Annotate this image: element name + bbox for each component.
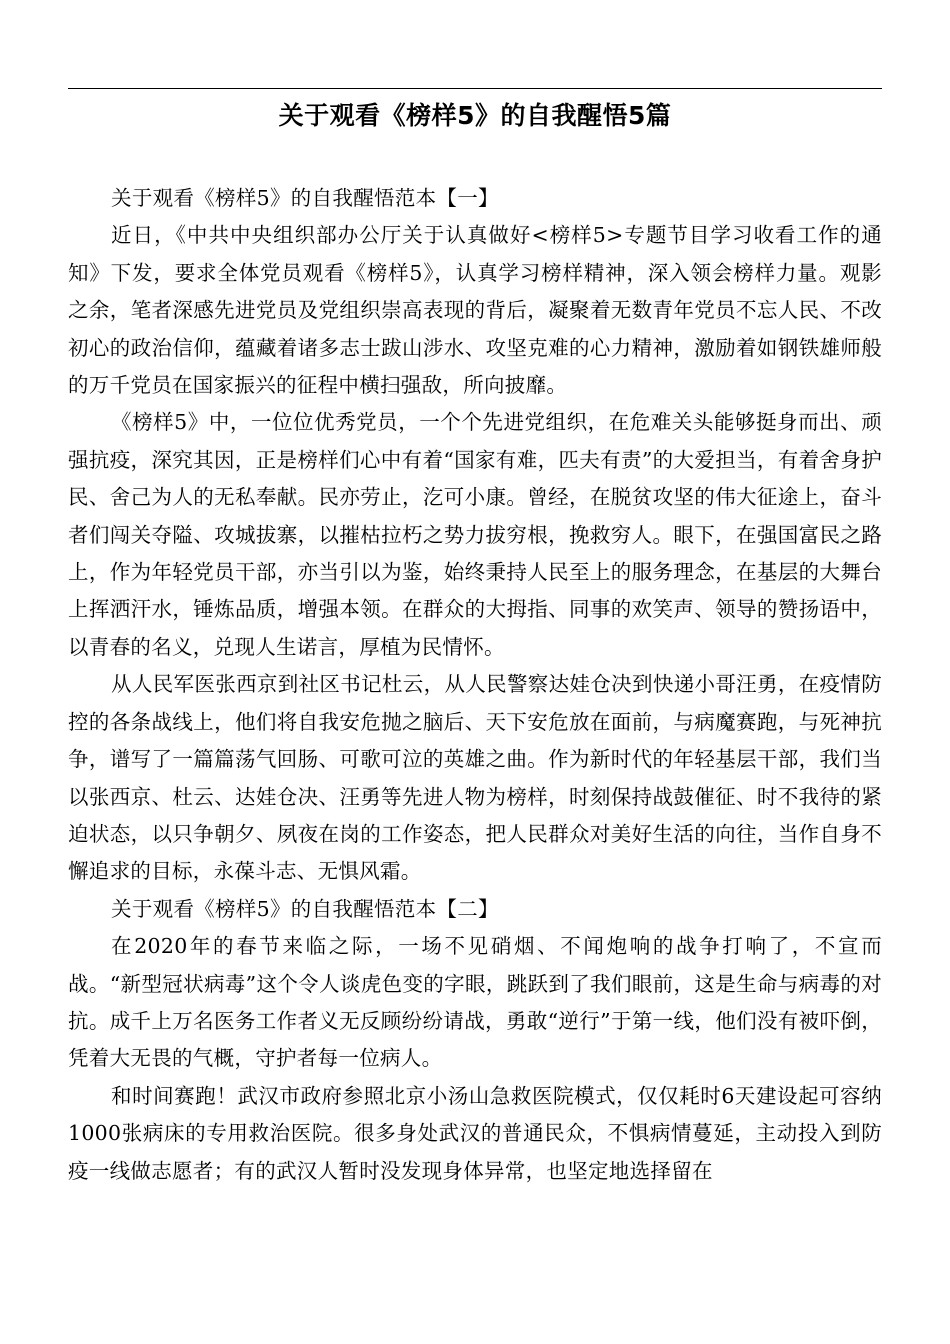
paragraph: 和时间赛跑！武汉市政府参照北京小汤山急救医院模式，仅仅耗时6天建设起可容纳1000张病床的专用救治医院。很多身处武汉的普通民众，不惧病情蔓延，主动投入到防疫一线做志愿者；有的武汉人暂时没发现身体异常，也坚定地选择留在 <box>68 1083 882 1183</box>
section-heading: 关于观看《榜样5》的自我醒悟范本【二】 <box>111 896 499 921</box>
section-heading: 关于观看《榜样5》的自我醒悟范本【一】 <box>111 186 499 210</box>
paragraph: 从人民军医张西京到社区书记杜云，从人民警察达娃仓决到快递小哥汪勇，在疫情防控的各条战线上，他们将自我安危抛之脑后、天下安危放在面前，与病魔赛跑，与死神抗争，谱写了一篇篇荡气回肠、可歌可泣的英雄之曲。作为新时代的年轻基层干部，我们当以张西京、杜云、达娃仓决、汪勇等先进人物为榜样，时刻保持战鼓催征、时不我待的紧迫状态，以只争朝夕、夙夜在岗的工作姿态，把人民群众对美好生活的向往，当作自身不懈追求的目标，永葆斗志、无惧风霜。 <box>68 672 882 884</box>
header-rule <box>68 88 882 89</box>
paragraph: 在2020年的春节来临之际，一场不见硝烟、不闻炮响的战争打响了，不宣而战。“新型冠状病毒”这个令人谈虎色变的字眼，跳跃到了我们眼前，这是生命与病毒的对抗。成千上万名医务工作者义无反顾纷纷请战，勇敢“逆行”于第一线，他们没有被吓倒，凭着大无畏的气概，守护者每一位病人。 <box>68 934 882 1071</box>
document-body <box>68 180 882 1190</box>
paragraph: 近日，《中共中央组织部办公厅关于认真做好<榜样5>专题节目学习收看工作的通知》下发，要求全体党员观看《榜样5》，认真学习榜样精神，深入领会榜样力量。观影之余，笔者深感先进党员及党组织崇高表现的背后，凝聚着无数青年党员不忘人民、不改初心的政治信仰，蕴藏着诸多志士跋山涉水、攻坚克难的心力精神，激励着如钢铁雄师般的万千党员在国家振兴的征程中横扫强敌，所向披靡。 <box>68 223 882 398</box>
document-title: 关于观看《榜样5》的自我醒悟5篇 <box>278 101 672 130</box>
paragraph: 《榜样5》中，一位位优秀党员，一个个先进党组织，在危难关头能够挺身而出、顽强抗疫，深究其因，正是榜样们心中有着“国家有难，匹夫有责”的大爱担当，有着舍身护民、舍己为人的无私奉献。民亦劳止，汔可小康。曾经，在脱贫攻坚的伟大征途上，奋斗者们闯关夺隘、攻城拔寨，以摧枯拉朽之势力拔穷根，挽救穷人。眼下，在强国富民之路上，作为年轻党员干部，亦当引以为鉴，始终秉持人民至上的服务理念，在基层的大舞台上挥洒汗水，锤炼品质，增强本领。在群众的大拇指、同事的欢笑声、领导的赞扬语中，以青春的名义，兑现人生诺言，厚植为民情怀。 <box>68 410 882 659</box>
